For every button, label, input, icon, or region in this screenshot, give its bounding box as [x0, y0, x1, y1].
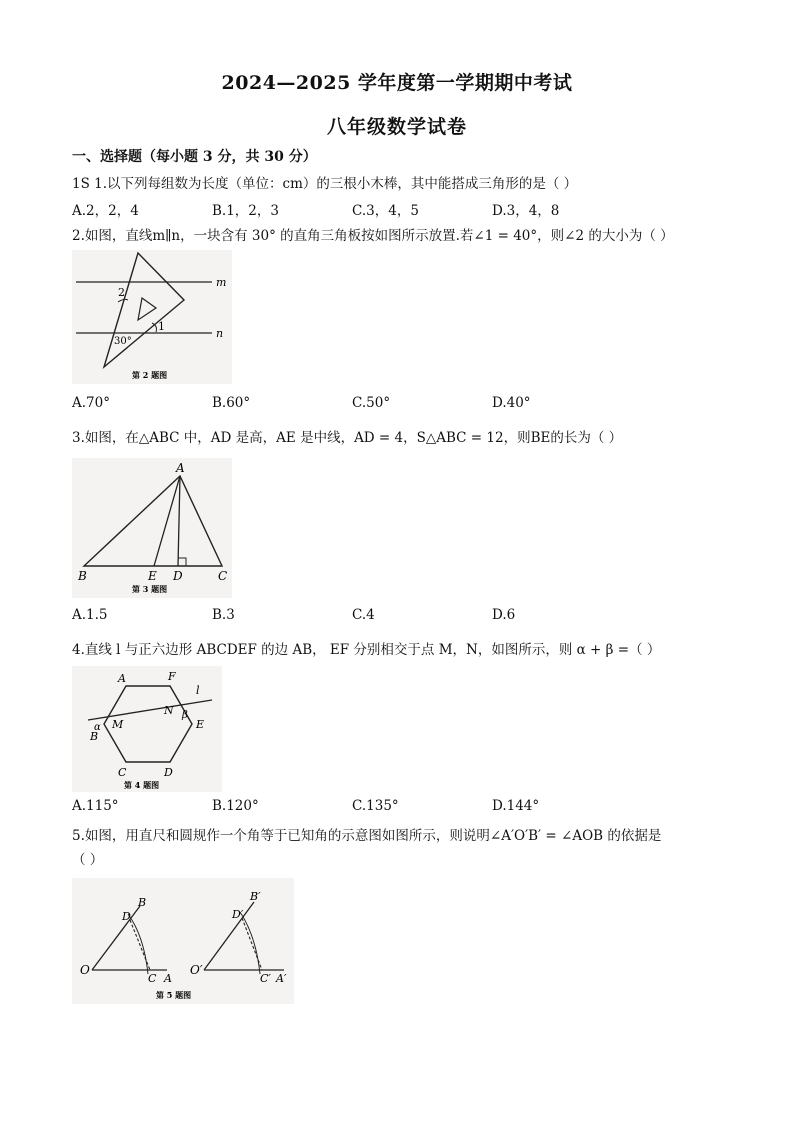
angle-30-label: 30°: [114, 336, 132, 347]
point-a-prime-label: A′: [276, 972, 287, 985]
option-b: B.60°: [212, 395, 251, 411]
question-5-stem-cont: （ ）: [72, 852, 104, 868]
figure-caption: 第 2 题图: [132, 370, 168, 380]
point-d-label: D: [173, 569, 183, 583]
angle-2-label: 2: [118, 286, 125, 299]
point-a-label: A: [164, 972, 172, 985]
option-d: D.6: [492, 607, 516, 623]
question-5-figure: [72, 878, 294, 1004]
option-c: C.135°: [352, 798, 399, 814]
vertex-b-label: B: [78, 569, 87, 583]
point-d-prime-label: D′: [232, 908, 244, 921]
line-n-label: n: [216, 327, 224, 340]
question-2-figure: [72, 250, 232, 384]
point-e-label: E: [148, 569, 157, 583]
point-d-label: D: [122, 910, 131, 923]
option-a: A.70°: [72, 395, 110, 411]
alpha-label: α: [94, 722, 101, 733]
question-2-stem: 2.如图，直线m∥n，一块含有 30° 的直角三角板按如图所示放置.若∠1 = 40°，则∠2 的大小为（ ）: [72, 228, 674, 244]
question-4-figure: [72, 666, 222, 792]
question-3-figure: [72, 458, 232, 598]
question-1-stem: 1S 1.以下列每组数为长度（单位：cm）的三根小木棒，其中能搭成三角形的是（ ）: [72, 176, 578, 192]
beta-label: β: [182, 710, 188, 721]
figure-caption: 第 5 题图: [156, 990, 192, 1000]
option-a: A.115°: [72, 798, 119, 814]
question-5-stem: 5.如图，用直尺和圆规作一个角等于已知角的示意图如图所示，则说明∠A′O′B′ = ∠AOB 的依据是: [72, 828, 662, 844]
point-o-label: O: [80, 963, 90, 977]
vertex-c-label: C: [218, 569, 228, 583]
exam-subtitle: 八年级数学试卷: [326, 116, 467, 138]
point-c-prime-label: C′: [260, 972, 271, 985]
point-b-prime-label: B′: [250, 890, 261, 903]
vertex-b-label: B: [90, 730, 99, 743]
vertex-f-label: F: [168, 670, 176, 683]
option-c: C.4: [352, 607, 375, 623]
vertex-a-label: A: [118, 672, 126, 685]
option-c: C.50°: [352, 395, 391, 411]
point-m-label: M: [112, 718, 124, 731]
point-o-prime-label: O′: [190, 963, 203, 977]
option-d: D.40°: [492, 395, 531, 411]
vertex-a-label: A: [176, 461, 185, 475]
angle-1-label: 1: [158, 320, 165, 333]
question-4-options: [72, 798, 712, 816]
vertex-c-label: C: [118, 766, 127, 779]
point-b-label: B: [138, 896, 147, 909]
option-a: A.2，2，4: [72, 203, 139, 219]
option-d: D.144°: [492, 798, 540, 814]
exam-title: 2024—2025 学年度第一学期期中考试: [221, 72, 573, 94]
question-3-stem: 3.如图，在△ABC 中，AD 是高，AE 是中线，AD = 4，S△ABC = 12，则BE的长为（ ）: [72, 430, 623, 446]
question-2-options: [72, 395, 712, 413]
vertex-d-label: D: [164, 766, 173, 779]
option-d: D.3，4，8: [492, 203, 560, 219]
point-c-label: C: [148, 972, 157, 985]
option-b: B.3: [212, 607, 235, 623]
question-1-options: [72, 199, 712, 217]
point-n-label: N: [164, 704, 174, 717]
line-l-label: l: [196, 684, 200, 697]
section-heading: 一、选择题（每小题 3 分，共 30 分）: [72, 149, 317, 165]
question-4-stem: 4.直线 l 与正六边形 ABCDEF 的边 AB， EF 分别相交于点 M，N，如图所示，则 α + β =（ ）: [72, 642, 661, 658]
option-b: B.1，2，3: [212, 203, 279, 219]
question-3-options: [72, 607, 712, 625]
figure-caption: 第 4 题图: [124, 780, 160, 790]
line-m-label: m: [216, 276, 227, 289]
option-c: C.3，4，5: [352, 203, 419, 219]
figure-caption: 第 3 题图: [132, 584, 168, 594]
vertex-e-label: E: [196, 718, 205, 731]
option-a: A.1.5: [72, 607, 108, 623]
option-b: B.120°: [212, 798, 259, 814]
